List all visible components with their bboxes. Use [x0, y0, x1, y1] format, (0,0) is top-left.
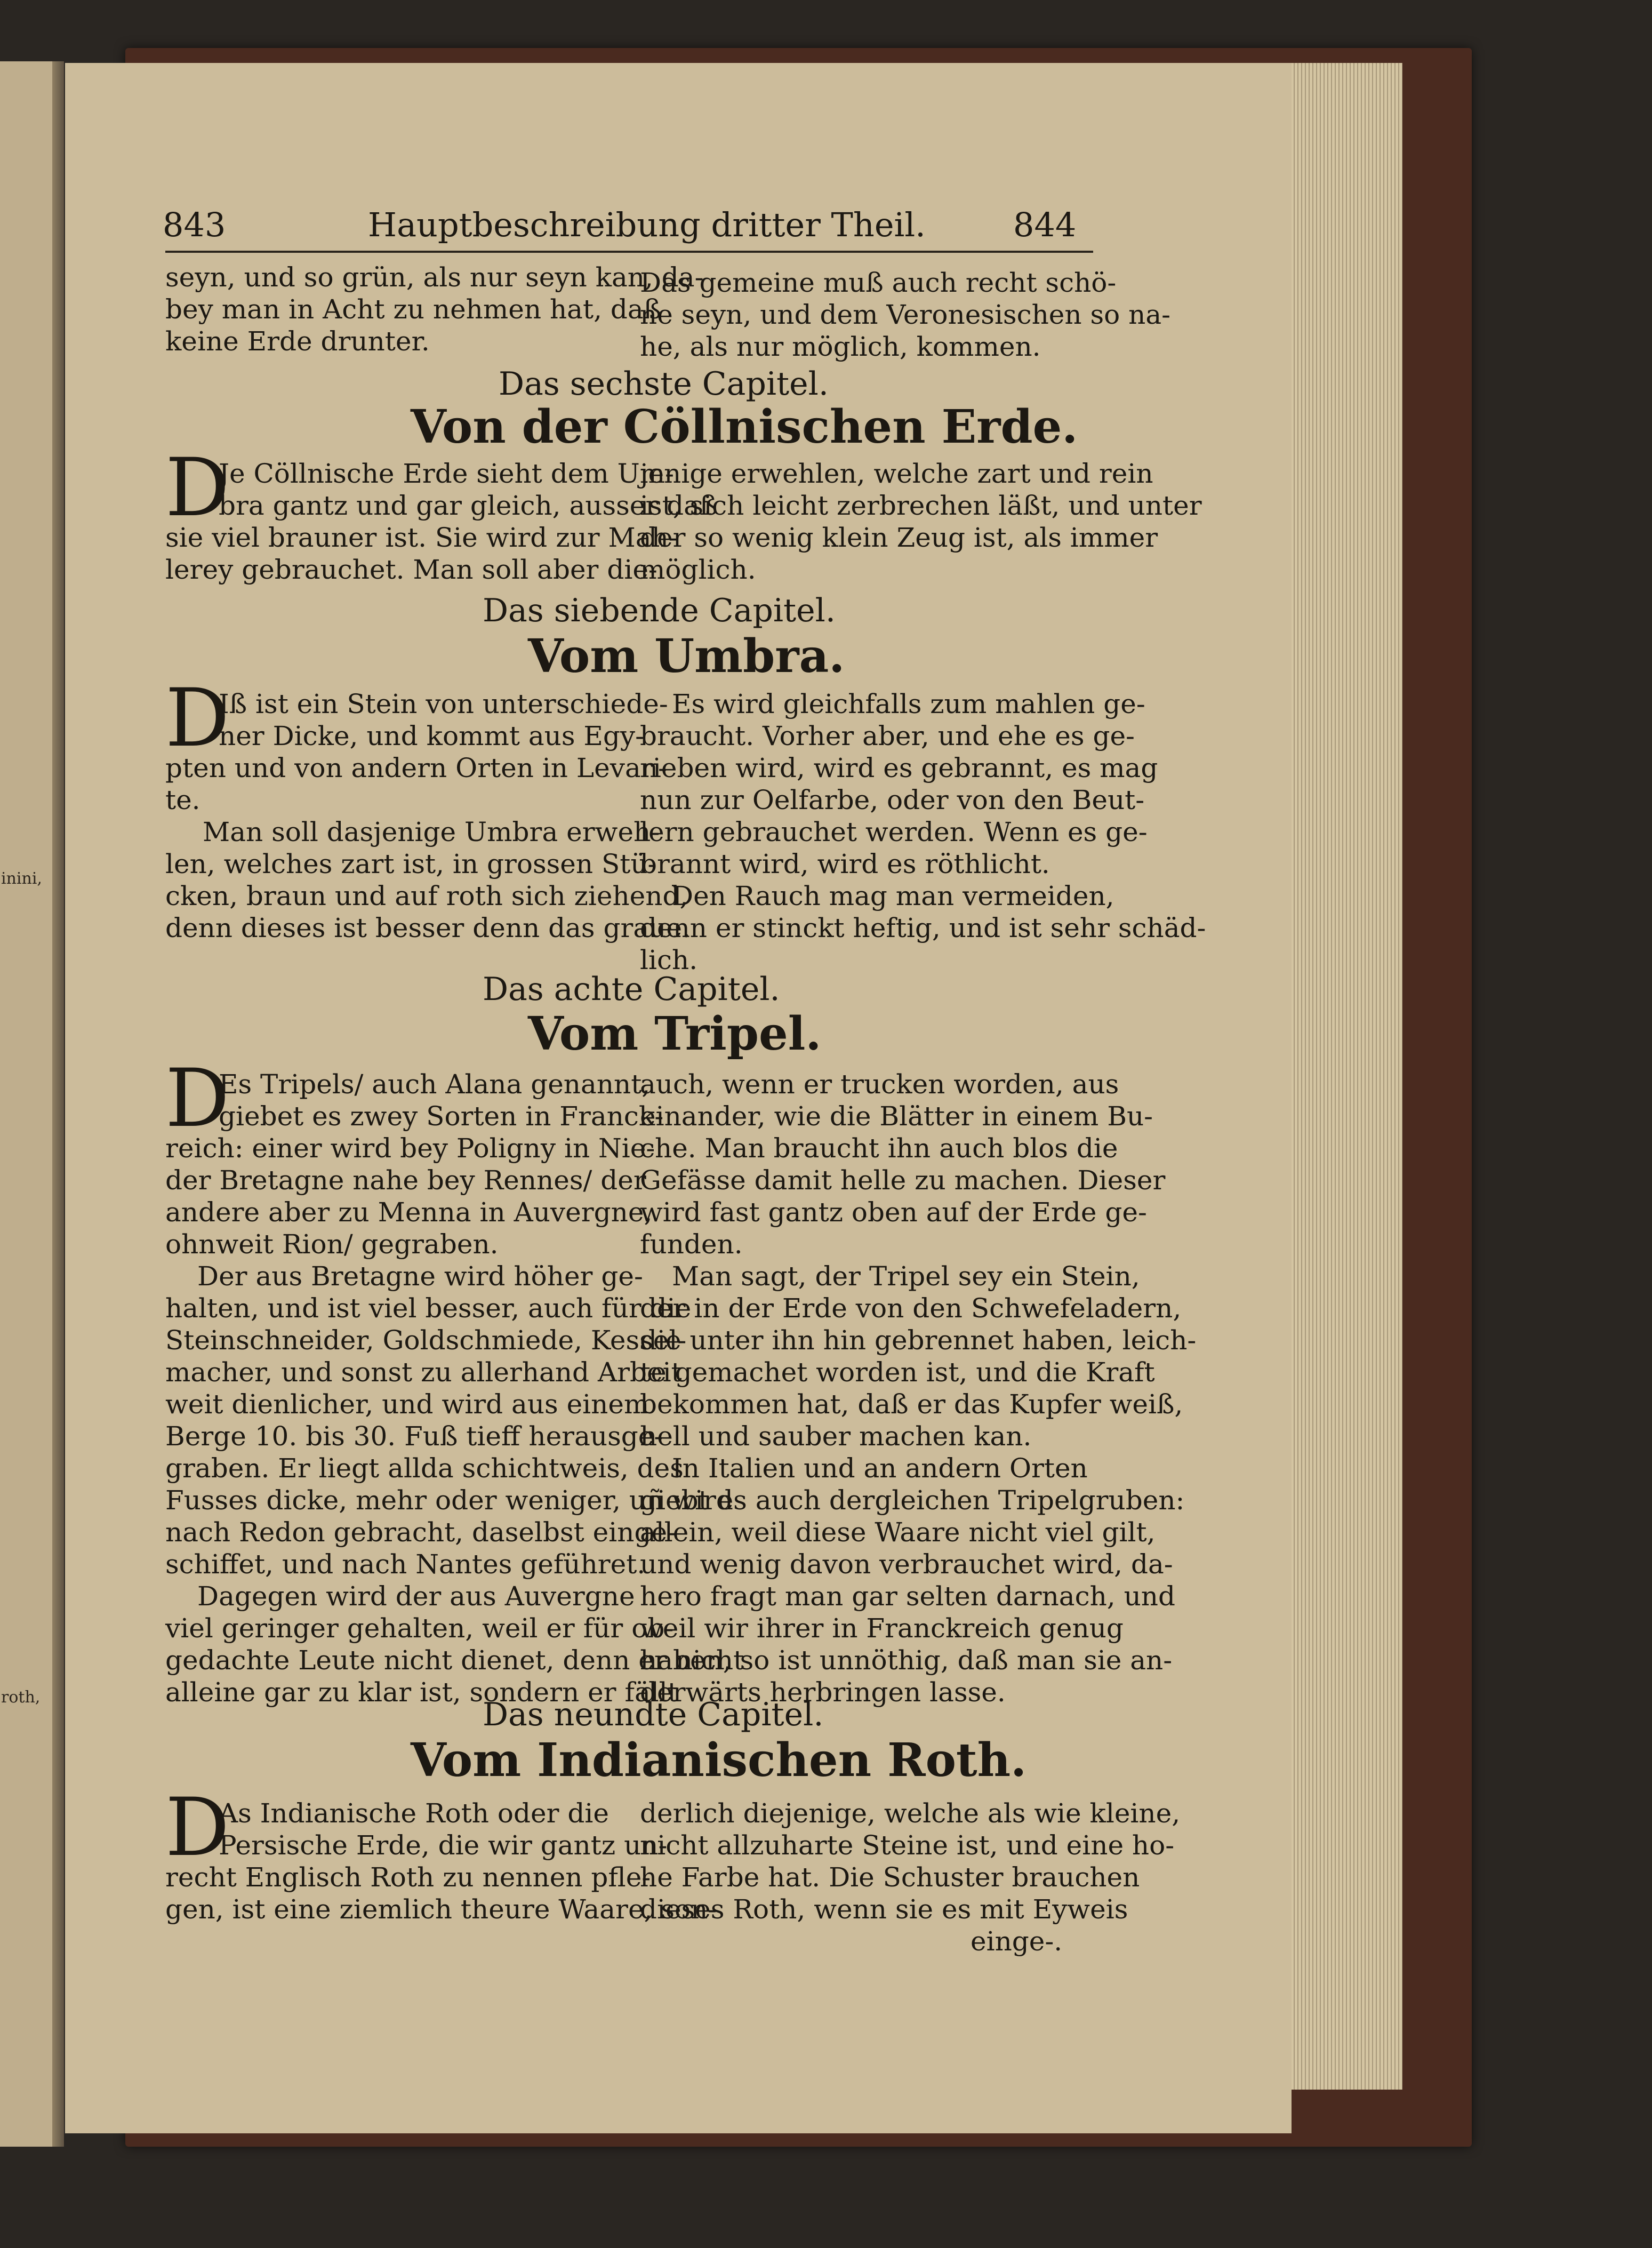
- text-line: Dagegen wird der aus Auvergne: [197, 1581, 635, 1612]
- text-line: lerey gebrauchet. Man soll aber die-: [165, 554, 657, 585]
- text-line: te gemachet worden ist, und die Kraft: [640, 1357, 1155, 1388]
- text-line: und wenig davon verbrauchet wird, da-: [640, 1549, 1173, 1580]
- text-line: che. Man braucht ihn auch blos die: [640, 1133, 1118, 1164]
- text-line: giebt es auch dergleichen Tripelgruben:: [640, 1485, 1185, 1516]
- header-rule: [165, 251, 1093, 253]
- text-line: derlich diejenige, welche als wie kleine,: [640, 1798, 1181, 1829]
- text-line: nicht allzuharte Steine ist, und eine ho-: [640, 1830, 1175, 1861]
- text-line: seyn, und so grün, als nur seyn kan, da-: [165, 262, 704, 293]
- drop-cap: D: [165, 1052, 230, 1145]
- text-line: Den Rauch mag man vermeiden,: [672, 881, 1114, 911]
- text-line: cken, braun und auf roth sich ziehend,: [165, 881, 688, 911]
- text-line: Fusses dicke, mehr oder weniger, uñ wird: [165, 1485, 733, 1516]
- text-line: Der aus Bretagne wird höher ge-: [197, 1261, 643, 1292]
- text-line: len, welches zart ist, in grossen Stü-: [165, 849, 657, 879]
- text-line: jenige erwehlen, welche zart und rein: [640, 458, 1153, 489]
- chapter-left-column: [165, 688, 691, 944]
- text-line: nun zur Oelfarbe, oder von den Beut-: [640, 785, 1145, 815]
- text-line: Man soll dasjenige Umbra erweh-: [203, 817, 660, 847]
- gutter: [52, 61, 64, 2147]
- text-line: bey man in Acht zu nehmen hat, daß: [165, 294, 662, 325]
- page-edges: [1280, 63, 1402, 2090]
- text-line: giebet es zwey Sorten in Franck-: [219, 1101, 664, 1132]
- chapter-left-column: [165, 1797, 717, 1925]
- chapter-right-column: [640, 458, 1202, 586]
- text-line: sie viel brauner ist. Sie wird zur Mah-: [165, 522, 678, 553]
- drop-cap: D: [165, 672, 230, 765]
- margin-note-1: inini,: [1, 869, 42, 888]
- text-line: Das gemeine muß auch recht schö-: [640, 267, 1117, 298]
- text-line: denn er stinckt heftig, und ist sehr schäd-: [640, 913, 1206, 943]
- text-line: haben, so ist unnöthig, daß man sie an-: [640, 1645, 1173, 1676]
- text-line: ne seyn, und dem Veronesischen so na-: [640, 299, 1171, 330]
- text-line: braucht. Vorher aber, und ehe es ge-: [640, 721, 1135, 751]
- text-line: gen, ist eine ziemlich theure Waare, son-: [165, 1894, 717, 1925]
- text-line: die unter ihn hin gebrennet haben, leich-: [640, 1325, 1197, 1356]
- text-line: derwärts herbringen lasse.: [640, 1677, 1006, 1708]
- text-line: dieses Roth, wenn sie es mit Eyweis: [640, 1894, 1128, 1925]
- text-line: halten, und ist viel besser, auch für die: [165, 1293, 692, 1324]
- chapter-label: Das sechste Capitel.: [499, 365, 829, 403]
- text-line: Es wird gleichfalls zum mahlen ge-: [672, 689, 1145, 719]
- text-line: bekommen hat, daß er das Kupfer weiß,: [640, 1389, 1183, 1420]
- text-line: bra gantz und gar gleich, ausser daß: [219, 490, 718, 521]
- chapter-title: Von der Cöllnischen Erde.: [411, 400, 1078, 454]
- text-line: Gefässe damit helle zu machen. Dieser: [640, 1165, 1166, 1196]
- text-line: Man sagt, der Tripel sey ein Stein,: [672, 1261, 1140, 1292]
- text-line: rieben wird, wird es gebrannt, es mag: [640, 753, 1158, 783]
- text-line: lern gebrauchet werden. Wenn es ge-: [640, 817, 1148, 847]
- text-line: Berge 10. bis 30. Fuß tieff herausge-: [165, 1421, 663, 1452]
- text-line: möglich.: [640, 554, 756, 585]
- text-line: denn dieses ist besser denn das graue.: [165, 913, 691, 943]
- text-line: schiffet, und nach Nantes geführet.: [165, 1549, 646, 1580]
- chapter-label: Das achte Capitel.: [483, 971, 780, 1008]
- chapter-label: Das siebende Capitel.: [483, 592, 836, 629]
- text-line: einander, wie die Blätter in einem Bu-: [640, 1101, 1153, 1132]
- drop-cap: D: [165, 1781, 230, 1874]
- text-line: weit dienlicher, und wird aus einem: [165, 1389, 649, 1420]
- text-line: Es Tripels/ auch Alana genannt,: [219, 1069, 651, 1100]
- text-line: der in der Erde von den Schwefeladern,: [640, 1293, 1182, 1324]
- text-line: wird fast gantz oben auf der Erde ge-: [640, 1197, 1147, 1228]
- text-line: weil wir ihrer in Franckreich genug: [640, 1613, 1124, 1644]
- text-line: macher, und sonst zu allerhand Arbeit: [165, 1357, 682, 1388]
- text-line: pten und von andern Orten in Levan-: [165, 753, 667, 783]
- text-line: der so wenig klein Zeug ist, als immer: [640, 522, 1158, 553]
- text-line: auch, wenn er trucken worden, aus: [640, 1069, 1119, 1100]
- text-line: ohnweit Rion/ gegraben.: [165, 1229, 499, 1260]
- drop-cap: D: [165, 442, 230, 534]
- text-line: ner Dicke, und kommt aus Egy-: [219, 721, 645, 751]
- catchword: einge-.: [971, 1926, 1063, 1957]
- text-line: hell und sauber machen kan.: [640, 1421, 1032, 1452]
- chapter-right-column: [640, 1068, 1196, 1708]
- text-line: te.: [165, 785, 201, 815]
- text-line: ist, sich leicht zerbrechen läßt, und unter: [640, 490, 1202, 521]
- text-line: recht Englisch Roth zu nennen pfle-: [165, 1862, 651, 1893]
- page-number-right: 844: [1013, 205, 1077, 244]
- chapter-right-column: [640, 688, 1206, 976]
- text-line: lich.: [640, 945, 698, 975]
- text-line: graben. Er liegt allda schichtweis, des: [165, 1453, 684, 1484]
- text-line: allein, weil diese Waare nicht viel gilt,: [640, 1517, 1156, 1548]
- text-line: Je Cöllnische Erde sieht dem Um-: [219, 458, 675, 489]
- text-line: Persische Erde, die wir gantz un-: [219, 1830, 668, 1861]
- text-line: viel geringer gehalten, weil er für ob-: [165, 1613, 674, 1644]
- text-line: keine Erde drunter.: [165, 326, 430, 357]
- text-line: gedachte Leute nicht dienet, denn er nicht: [165, 1645, 744, 1676]
- chapter-title: Vom Umbra.: [528, 629, 845, 683]
- text-line: he Farbe hat. Die Schuster brauchen: [640, 1862, 1140, 1893]
- text-line: hero fragt man gar selten darnach, und: [640, 1581, 1175, 1612]
- text-line: der Bretagne nahe bey Rennes/ der: [165, 1165, 646, 1196]
- chapter-right-column: [640, 1797, 1180, 1957]
- text-line: In Italien und an andern Orten: [672, 1453, 1088, 1484]
- chapter-title: Vom Indianischen Roth.: [411, 1733, 1027, 1787]
- margin-note-2: roth,: [1, 1688, 41, 1707]
- chapter-title: Vom Tripel.: [528, 1007, 822, 1061]
- text-line: Iß ist ein Stein von unterschiede-: [219, 689, 668, 719]
- text-line: Steinschneider, Goldschmiede, Kessel-: [165, 1325, 687, 1356]
- text-line: nach Redon gebracht, daselbst einge-: [165, 1517, 676, 1548]
- text-line: brannt wird, wird es röthlicht.: [640, 849, 1050, 879]
- intro-right-column: [640, 267, 1170, 363]
- page-number-left: 843: [163, 205, 226, 244]
- intro-left-column: [165, 261, 704, 357]
- text-line: reich: einer wird bey Poligny in Nie-: [165, 1133, 655, 1164]
- text-line: he, als nur möglich, kommen.: [640, 331, 1041, 362]
- text-line: alleine gar zu klar ist, sondern er fällt: [165, 1677, 678, 1708]
- text-line: andere aber zu Menna in Auvergne,: [165, 1197, 653, 1228]
- text-line: As Indianische Roth oder die: [219, 1798, 609, 1829]
- chapter-label: Das neundte Capitel.: [483, 1696, 824, 1733]
- running-title: Hauptbeschreibung dritter Theil.: [368, 205, 926, 244]
- text-line: funden.: [640, 1229, 743, 1260]
